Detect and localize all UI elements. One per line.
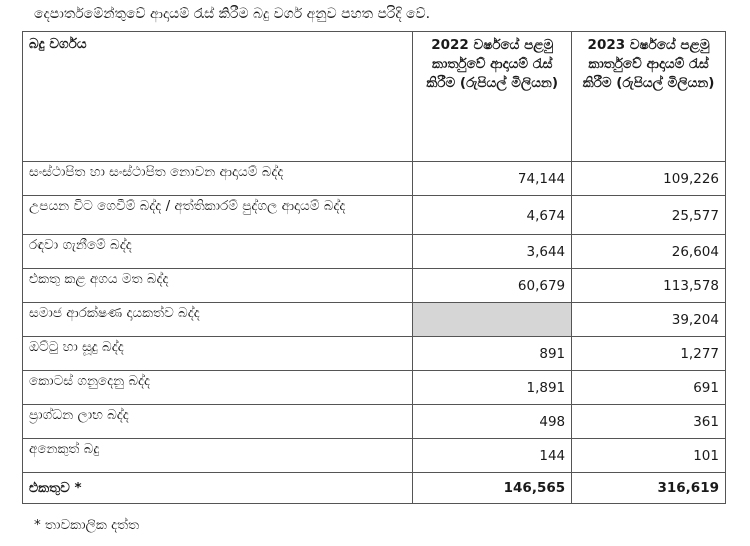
row-value-2023: 113,578 <box>572 269 726 303</box>
row-value-2022: 4,674 <box>413 196 572 235</box>
row-value-2022-empty-cell <box>413 303 572 337</box>
table-row <box>23 303 726 337</box>
row-category: එකතු කළ අගය මත බද්ද <box>23 269 413 303</box>
total-value-2023: 316,619 <box>572 473 726 504</box>
row-value-2023: 1,277 <box>572 337 726 371</box>
footnote-provisional-data: * තාවකාලික දත්ත <box>34 517 140 533</box>
row-category: සමාජ ආරක්ෂණ දායකත්ව බද්ද <box>23 303 413 337</box>
intro-text: දෙපාර්තමේන්තුවේ ආදායම් රැස් කිරීම බදු වර්ග අනුව පහත පරිදි වේ. <box>34 6 431 22</box>
row-value-2023: 25,577 <box>572 196 726 235</box>
row-value-2022: 3,644 <box>413 235 572 269</box>
row-value-2022: 144 <box>413 439 572 473</box>
total-label: එකතුව * <box>23 473 413 504</box>
table-total-row <box>23 473 726 504</box>
table-row <box>23 439 726 473</box>
table-row <box>23 371 726 405</box>
row-value-2022: 60,679 <box>413 269 572 303</box>
table-header-row <box>23 32 726 162</box>
total-value-2022: 146,565 <box>413 473 572 504</box>
row-value-2023: 26,604 <box>572 235 726 269</box>
tax-revenue-table <box>22 31 726 504</box>
table-row <box>23 196 726 235</box>
row-category: ප්‍රාග්ධන ලාභ බද්ද <box>23 405 413 439</box>
table-row <box>23 162 726 196</box>
row-value-2022: 498 <box>413 405 572 439</box>
row-value-2022: 74,144 <box>413 162 572 196</box>
row-category: ඔට්ටු හා සූදු බද්ද <box>23 337 413 371</box>
header-2022: 2022 වර්ෂයේ පළමු කාර්තුවේ ආදායම් රැස් කිරීම (රුපියල් මිලියන) <box>413 32 572 162</box>
header-2023: 2023 වර්ෂයේ පළමු කාර්තුවේ ආදායම් රැස් කිරීම (රුපියල් මිලියන) <box>572 32 726 162</box>
row-value-2022: 1,891 <box>413 371 572 405</box>
row-value-2023: 361 <box>572 405 726 439</box>
table-row <box>23 337 726 371</box>
row-category: සංස්ථාපිත හා සංස්ථාපිත නොවන ආදායම් බද්ද <box>23 162 413 196</box>
row-value-2022: 891 <box>413 337 572 371</box>
row-category: කොටස් ගනුදෙනු බද්ද <box>23 371 413 405</box>
table-row <box>23 235 726 269</box>
table-row <box>23 269 726 303</box>
table-row <box>23 405 726 439</box>
row-category: රඳවා ගැනීමේ බද්ද <box>23 235 413 269</box>
row-value-2023: 691 <box>572 371 726 405</box>
row-value-2023: 109,226 <box>572 162 726 196</box>
row-value-2023: 39,204 <box>572 303 726 337</box>
header-tax-type: බදු වර්ගය <box>23 32 413 162</box>
row-value-2023: 101 <box>572 439 726 473</box>
row-category: අනෙකුත් බදු <box>23 439 413 473</box>
row-category: උපයන විට ගෙවීම් බද්ද / අත්තිකාරම් පුද්ගල ආදායම් බද්ද <box>23 196 413 235</box>
